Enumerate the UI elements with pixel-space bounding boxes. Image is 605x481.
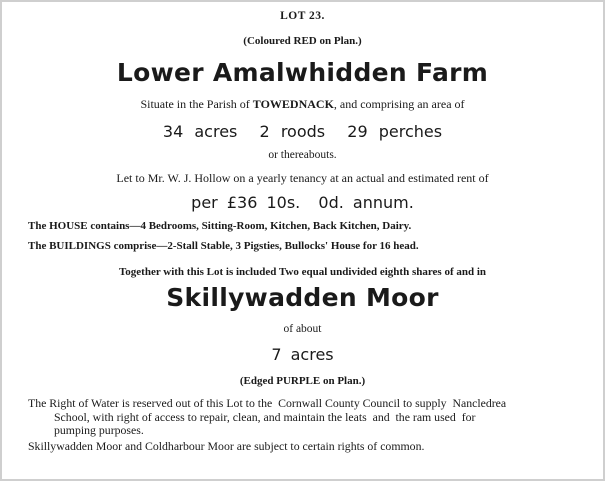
farm-area: 34 acres 2 roods 29 perches [162, 122, 443, 141]
house-description: The HOUSE contains—4 Bedrooms, Sitting-Room, Kitchen, Back Kitchen, Dairy. [28, 220, 412, 232]
parish-name: TOWEDNACK [252, 97, 334, 111]
plan-colour-word: RED [293, 35, 317, 47]
plan-edge-colour-word: PURPLE [276, 375, 321, 387]
plan-colour-note-suffix: on Plan.) [316, 35, 362, 47]
water-rights-line-2: School, with right of access to repair, clean, and maintain the leats and the ram used for [54, 409, 476, 424]
lot-number: LOT 23. [280, 10, 325, 22]
water-rights-line-1: The Right of Water is reserved out of this Lot to the Cornwall County Council to supply Nancledrea [28, 396, 507, 410]
of-about-text: of about [283, 323, 322, 335]
water-rights-line-3: pumping purposes. [54, 423, 144, 438]
thereabouts-text: or thereabouts. [268, 149, 337, 161]
tenancy-line: Let to Mr. W. J. Hollow on a yearly tenancy at an actual and estimated rent of [116, 171, 489, 185]
commons-rights-note: Skillywadden Moor and Coldharbour Moor are subject to certain rights of common. [28, 439, 425, 453]
plan-edge-note-prefix: (Edged [239, 375, 277, 387]
moor-area: 7 acres [271, 345, 334, 364]
water-rights-paragraph [28, 397, 584, 438]
annual-rent: per £36 10s. 0d. annum. [191, 193, 414, 212]
situate-suffix: , and comprising an area of [333, 97, 465, 111]
moor-title: Skillywadden Moor [166, 283, 439, 312]
farm-title: Lower Amalwhidden Farm [116, 58, 489, 87]
plan-colour-note-prefix: (Coloured [243, 35, 294, 47]
situate-line [0, 97, 605, 112]
included-shares-line: Together with this Lot is included Two equal undivided eighth shares of and in [118, 266, 487, 278]
situate-prefix: Situate in the Parish of [140, 97, 253, 111]
plan-edge-note [0, 375, 605, 387]
plan-colour-note [0, 35, 605, 47]
plan-edge-note-suffix: on Plan.) [320, 375, 366, 387]
buildings-description: The BUILDINGS comprise—2-Stall Stable, 3 Pigsties, Bullocks' House for 16 head. [28, 240, 419, 252]
